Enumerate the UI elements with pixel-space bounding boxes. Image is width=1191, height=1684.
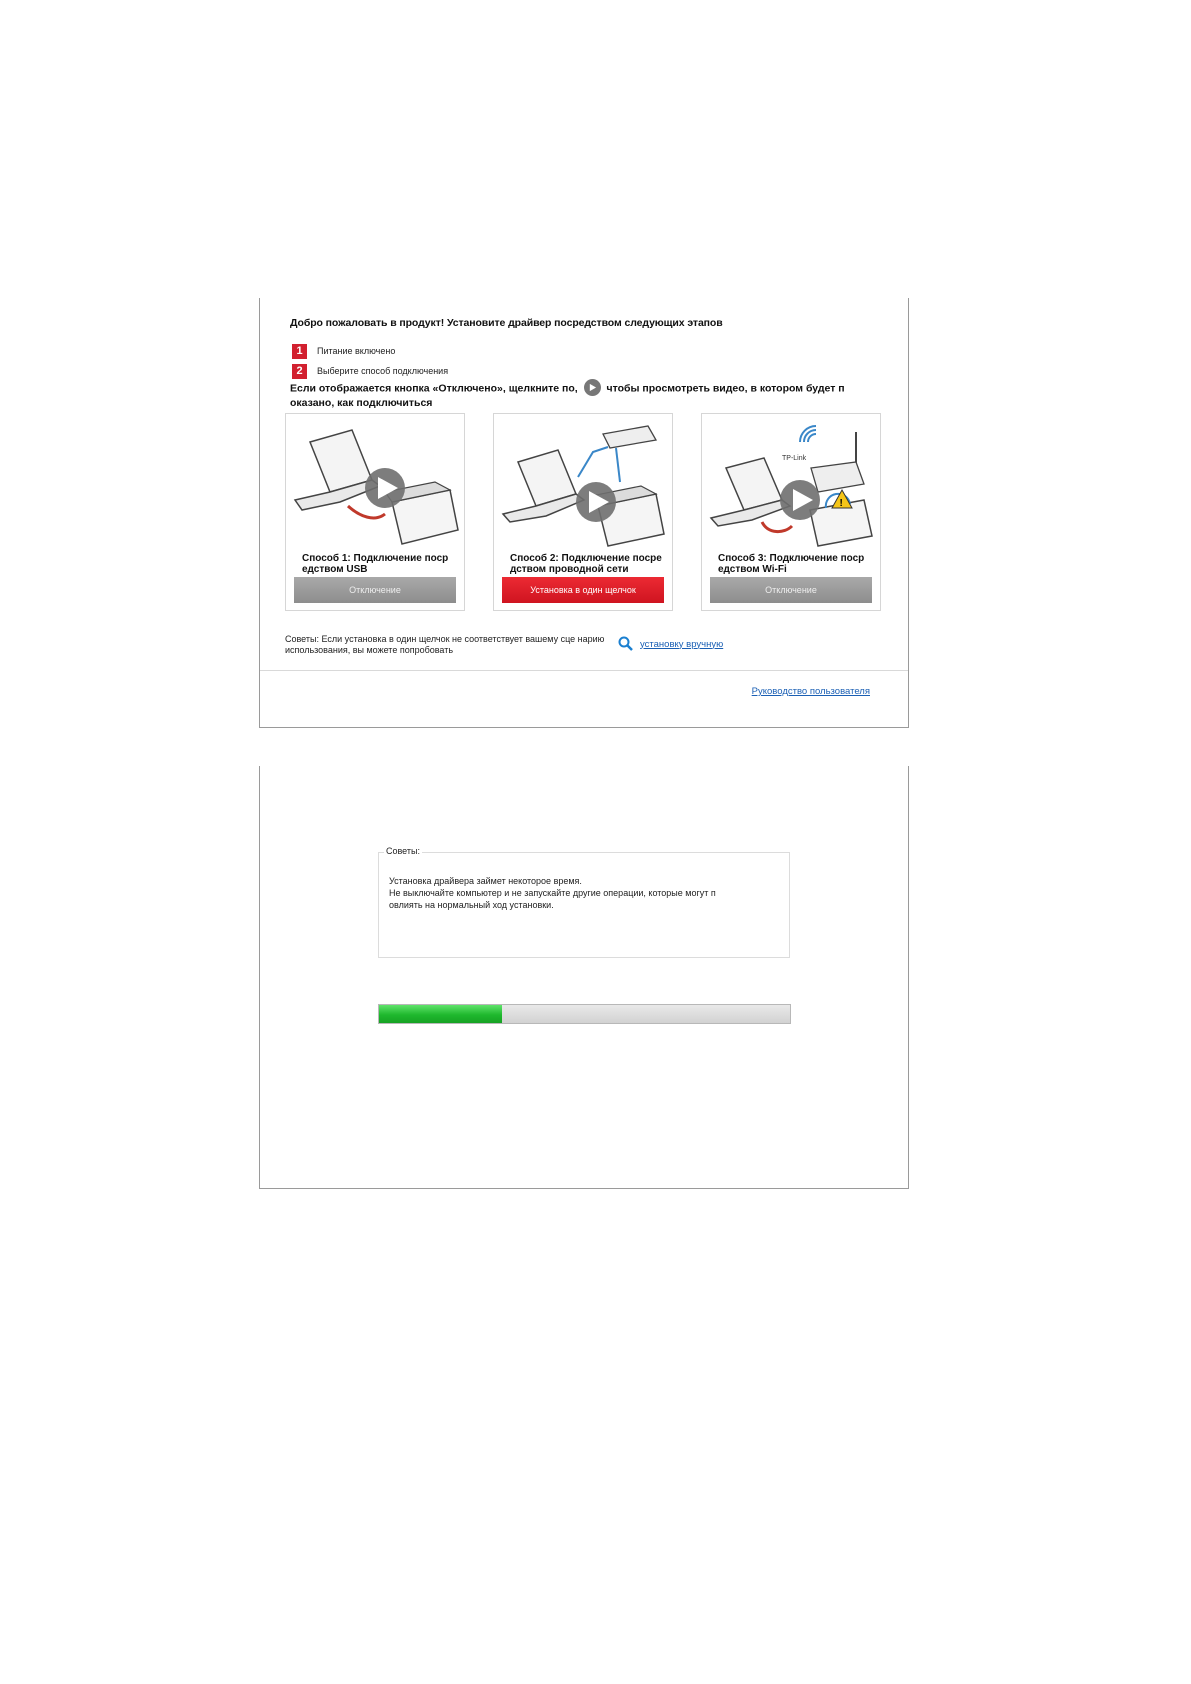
user-guide-link-group [752,686,870,697]
method-card-usb [285,413,465,611]
step-1-badge: 1 [292,344,307,359]
method-3-title: Способ 3: Подключение поср едством Wi-Fi [718,553,865,575]
manual-install-link[interactable]: установку вручную [640,638,724,650]
installer-window [259,298,909,728]
wifi-icon [800,426,816,442]
method-2-title: Способ 2: Подключение посре дством проводной сети [510,553,662,575]
one-click-install-button[interactable]: Установка в один щелчок [502,577,664,603]
step-2 [292,363,448,379]
usb-illustration [290,422,462,547]
video-hint [290,380,880,410]
tips-line-1: Установка драйвера займет некоторое время. [389,876,582,886]
step-2-badge: 2 [292,364,307,379]
install-progress-fill [379,1005,502,1023]
tips-line-3: овлиять на нормальный ход установки. [389,900,554,910]
play-icon [576,482,616,522]
method-card-wired [493,413,673,611]
manual-install-link-group [618,636,723,652]
tips-box [378,846,790,958]
install-progress-bar [378,1004,791,1024]
wired-illustration [498,422,670,547]
tips-label: Советы: [386,846,420,856]
wifi-illustration [706,422,878,547]
play-icon [780,480,820,520]
connection-methods [285,413,885,613]
method-1-title: Способ 1: Подключение поср едством USB [302,553,449,575]
step-1-label: Питание включено [317,346,396,356]
welcome-heading: Добро пожаловать в продукт! Установите драйвер посредством следующих этапов [290,317,723,329]
method-card-wifi [701,413,881,611]
step-1 [292,343,395,359]
divider [260,670,908,671]
router-brand-label: TP-Link [782,455,807,462]
magnifier-icon [618,636,634,652]
video-hint-after: чтобы просмотреть видео, в котором будет п оказано, как подключиться [290,382,845,409]
progress-window [259,766,909,1189]
play-icon [365,468,405,508]
tips-text: Советы: Если установка в один щелчок не соответствует вашему сце нарию использования, вы можете попробовать [285,634,605,655]
usb-disabled-button[interactable]: Отключение [294,577,456,603]
play-icon [584,379,601,396]
tips-body [389,875,784,911]
tips-line-2: Не выключайте компьютер и не запускайте другие операции, которые могут п [389,888,716,898]
user-guide-link[interactable]: Руководство пользователя [751,686,870,697]
svg-text:!: ! [839,498,843,509]
step-2-label: Выберите способ подключения [317,366,449,376]
wifi-disabled-button[interactable]: Отключение [710,577,872,603]
video-hint-before: Если отображается кнопка «Отключено», щелкните по, [290,382,578,395]
